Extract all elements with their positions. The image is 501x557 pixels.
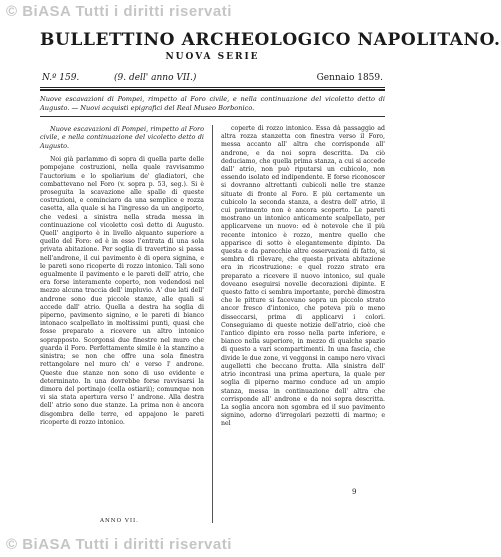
issue-year: (9. dell' anno VII.) [114,73,197,83]
header-rule-thick [40,89,385,91]
issue-number: N.º 159. [42,73,80,83]
summary-rule [40,116,385,117]
newspaper-page [40,18,501,530]
issue-date: Gennaio 1859. [316,73,383,83]
header-rule [40,87,385,88]
issue-summary: Nuove escavazioni di Pompei, rimpetto al Foro civile, e nella continuazione del vicoletto detto di Augusto. — Nuovi acquisti epigrafici del Real Museo Borbonico. [40,95,385,112]
watermark-top: © BiASA Tutti i diritti riservati [6,3,232,20]
column-divider [212,125,213,523]
article-heading: Nuove escavazioni di Pompei, rimpetto al Foro civile, e nella continuazione del vicoletto detto di Augusto. [40,125,204,150]
article-columns [40,125,385,525]
bulletin-subtitle: NUOVA SERIE [165,52,260,62]
right-column [221,125,385,525]
right-column-text: coperte di rozzo intonico. Essa dà passaggio ad altra rozza stanzetta con finestra verso il Foro, messa accanto all' altra che corrisponde all' androne, e da noi sopra descritta. Da ciò deduciamo, che quella prima stanza, a cui si accede dall' atrio, non può riputarsi un cubicolo, non essendo isolato ed indipendente. E forse riconoscer si dovranno altrettanti cubicoli nelle tre stanze situate di fronte al Foro. E più certamente un cubicolo la seconda stanza, a destra dell' atrio, il cui pavimento non è ancora scoperto. Le pareti mostrano un intonico anticamente scalpellato, per applicarvene un nuovo: ed è notevole che il più recente intonico è rozzo, mentre quello che apparisce di sotto è elegantemente dipinto. Da questa e da parecchie altre osservazioni di fatto, si sembra di rilevare, che questa privata abitazione era in ricostruzione: e quel rozzo strato era preparato a ricevere il nuovo intonico, sul quale doveano eseguirsi novelle decorazioni dipinte. E questo fatto ci sembra importante, perchè dimostra che le pitture si facevano sopra un piccolo strato ancor fresco d'intonico, che poteva più o meno disseccarsi, prima di applicarvi i colori. Conseguiamo di queste notizie dell'atrio, cioè che l'antico dipinto era rosso nella parte inferiore, e bianco nella superiore, in mezzo di qualche spazio di questo a vari scompartimenti. In una fascia, che divide le due zone, vi veggonsi in campo nero vivaci augelletti che beccano frutta. Alla sinistra dell' atrio incontrasi una prima apertura, la quale per soglia di piperno marmo conduce ad un ampio stanza, messa in continuazione dell' altra che corrisponde all' androne e da noi sopra descritta. La soglia ancora non sgombra ed il suo pavimento signino, adorno d'irregolari pezzetti di marmo; e nel [221,125,385,428]
volume-footer: ANNO VII. [100,518,139,524]
bulletin-title: BULLETTINO ARCHEOLOGICO NAPOLITANO. [40,30,501,50]
page-number: 9 [352,488,357,496]
left-column [40,125,204,525]
issue-row [40,71,385,85]
watermark-bottom: © BiASA Tutti i diritti riservati [6,536,232,553]
left-column-text: Noi già parlammo di sopra di quella parte delle pompejane costruzioni, nella quale ravvisammo l'auctorium e lo spoliarium de' gladiatori, che combattevano nel Foro (v. sopra p. 53, seg.). Si è proseguita la scavazione alle spalle di queste costruzioni, e cominciaro da una semplice e rozza casetta, alla quale si ha l'ingresso da un angiporto, che vedesi a sinistra nella strada messa in continuazione col vicoletto così detto di Augusto. Quell' angiporto è in livello alquanto superiore a quello del Foro: ed è in esso l'entrata di una sola privata abitazione. Per soglia di travertino si passa nell'androne, il cui pavimento è di opera signina, e le pareti sono ricoperte di rozzo intonico. Tali sono egualmente il pavimento e le pareti dell' atrio, che era forse interamente coperto, non vedendosi nel mezzo alcuna traccia dell' impluvio. A' due lati dell' androne sono due piccole stanze, alle quali si accede dall' atrio. Quella a destra ha soglia di piperno, pavimento signino, e le pareti di bianco intonaco scalpellato in moltissimi punti, quasi che fosse preparato a ricevere un altro intonico soprapposto. Scorgonsi due finestre nel muro che guarda il Foro. Perfettamente simile è la stanzino a sinistra; se non che offre una sola finestra rettangolare nel muro ch' e verso l' androne. Queste due stanze non sono di uso evidente e determinato. In una dovrebbe forse ravvisarsi la dimora del portinajo (cella ostiarii); comunque non vi sia stata apertura verso l' androne. Alla destra dell' atrio sono due stanze. La prima non è ancora disgombra delle terre, ed appajono le pareti ricoperte di rozzo intonico. [40,156,204,426]
